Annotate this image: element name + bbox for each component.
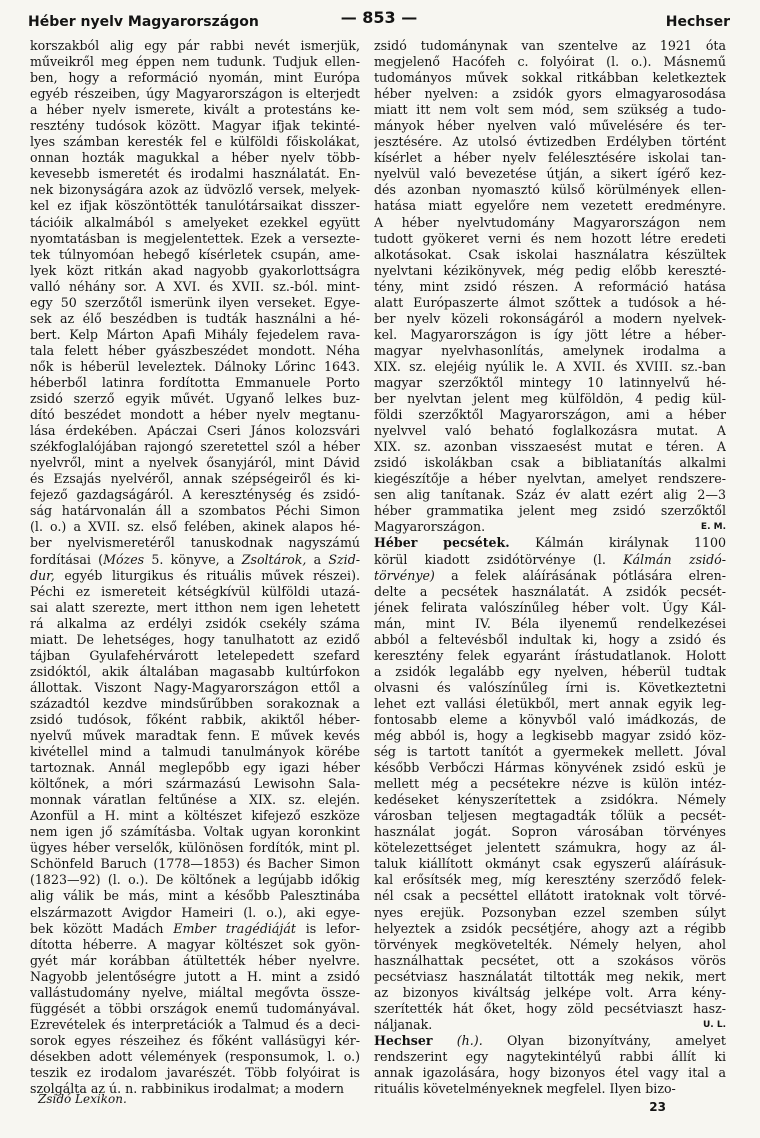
text-line: kel ez ifjak köszöntötték tanulótársaikat disszer- [30,198,360,214]
text-line: héber nyelven: a zsidók gyors elmagyarosodása [374,86,726,102]
text-line: jének felirata valószínűleg héber volt. Úgy Kál- [374,599,726,615]
text-line: Magyarországon. E. M. [374,519,726,535]
text-line: kevesebb ismeretét és irodalmi használatát. En- [30,166,360,182]
footer-signature: Zsidó Lexikon. [38,1092,127,1106]
text-line: tudott gyökeret verni és nem hozott létre eredeti [374,230,726,246]
text-line: rendszerint egy nagytekintélyű rabbi állít ki [374,1048,726,1064]
text-line: ügyes héber verselők, különösen fordítók, mint pl. [30,840,360,856]
running-headword: Hechser [665,14,730,30]
text-line: használhattak pecsétet, ott a szokásos vörös [374,952,726,968]
text-line: miatt itt nem volt sem mód, sem szükség a tudo- [374,102,726,118]
text-line: zsidó iskolákban csak a bibliatanítás alkalmi [374,455,726,471]
text-line: magyar szerzőktől mintegy 10 latinnyelvű hé- [374,374,726,390]
text-line: rituális követelményeknek megfelel. Ilyen bizo- [374,1081,676,1097]
text-line: zsidóktól, akik általában magasabb kultúrfokon [30,663,360,679]
text-line: nyelvül való bevezetése útján, a sikert ígérő kez- [374,166,726,182]
text-line: lehet ezt vallási életükből, mert annak egyik leg- [374,695,726,711]
text-line: hatása miatt egyelőre nem vezetett eredményre. [374,198,726,214]
text-line: városban teljesen megtagadták tőlük a pecsét- [374,808,726,824]
text-line: körül kiadott zsidótörvénye (l. Kálmán zsidó- [374,551,726,567]
text-line: kiegészítője a héber nyelvtan, amelyet rendszere- [374,471,726,487]
text-line: miatt. De lehetséges, hogy tanulhatott az ezidő [30,631,360,647]
entry-title: Hechser [374,1032,433,1048]
sheet-number: 23 [649,1100,666,1114]
text-line: ber nyelvtan jelent meg külföldön, 4 pedig kül- [374,391,726,407]
text-line: lyek közt ritkán akad nagyobb gyakorlottságra [30,262,360,278]
text-line: héberből latinra fordította Emmanuele Porto [30,374,360,390]
text-line: kivétellel mind a talmudi tanulmányok körébe [30,744,360,760]
text-line: delte a pecsétek használatát. A zsidók pecsét- [374,583,726,599]
entry-title: Héber pecsétek. [374,535,510,551]
text-line: dító beszédet mondott a héber nyelv megtanu- [30,407,360,423]
text-line: a zsidók legalább egy nyelven, héberül tudtak [374,663,726,679]
text-line: kedéseket kényszerítettek a zsidókra. Némely [374,792,726,808]
text-line: tek túlnyomóan hebegő kísérletek csupán, ame- [30,246,360,262]
text-line: kötelezettséget jelentett számukra, hogy az ál- [374,840,726,856]
text-line: műveikről meg éppen nem tudunk. Tudjuk ellen- [30,54,360,70]
text-line: olvasni és valószínűleg írni is. Következtetni [374,679,726,695]
text-line: ber nyelvismeretéről tanuskodnak nagyszámú [30,535,360,551]
author-signature: U. L. [702,1019,726,1030]
text-line: ség is tartott tanítót a gyermekek mellett. Jóval [374,744,726,760]
text-line: mán, mint IV. Béla ilyenemű rendelkezései [374,615,726,631]
text-line: ben, hogy a reformáció nyomán, mint Európa [30,70,360,86]
text-line: nél csak a pecséttel ellátott iratoknak volt törvé- [374,888,726,904]
text-line: pecsétviasz használatát tiltották meg nekik, mert [374,968,726,984]
text-line: tájban Gyulafehérvárott letelepedett szefard [30,647,360,663]
text-line: korszakból alig egy pár rabbi nevét ismerjük, [30,38,360,53]
text-line: még abból is, hogy a legkisebb magyar zsidó köz- [374,728,726,744]
text-line: bek között Madách Ember tragédiáját is lefor- [30,920,360,936]
text-line: kal erősítsék meg, míg keresztény szerződő felek- [374,872,726,888]
text-line: függését a többi országok enemű tudományával. [30,1000,360,1016]
text-line: bert. Kelp Márton Apafi Mihály fejedelem rava- [30,326,360,342]
text-line: a héber nyelv ismerete, kivált a protestáns ke- [30,102,360,118]
text-line: nyelvtani kézikönyvek, még pedig előbb kereszté- [374,262,726,278]
text-line: kel. Magyarországon is így jött létre a héber- [374,326,726,342]
text-line: gyét már korábban átültették héber nyelvre. [30,952,360,968]
entry-heading-line: Hechser (h.). Olyan bizonyítvány, amelyet [374,1032,726,1048]
text-line: nek bizonyságára azok az üdvözlő versek, melyek- [30,182,360,198]
text-line: tala felett héber gyászbeszédet mondott. Néha [30,342,360,358]
text-line: taluk kiállított okmányt csak egyszerű aláírásuk- [374,856,726,872]
text-line: valló néhány sor. A XVI. és XVII. sz.-ból. mint- [30,278,360,294]
text-line: Azonfül a H. mint a költészet kifejező eszköze [30,808,360,824]
text-line: resztény tudósok között. Magyar ifjak tekinté- [30,118,360,134]
text-line: annak igazolására, hogy bizonyos étel vagy ital a [374,1065,726,1080]
text-line: zsidó tudománynak van szentelve az 1921 óta [374,38,726,53]
text-line: nők is héberül leveleztek. Dálnoky Lőrinc 1643. [30,358,360,374]
text-line: fordításai (Mózes 5. könyve, a Zsoltárok, a Szid- [30,551,360,567]
text-line: állottak. Viszont Nagy-Magyarországon ettől a [30,679,360,695]
text-line: héber grammatika jelent meg zsidó szerzőktől [374,503,726,519]
text-line: magyar nyelvhasonlítás, amelynek irodalma a [374,342,726,358]
text-line: nyelvű művek maradtak fenn. E művek kevés [30,728,360,744]
text-line: mellett még a pecsétekre nézve is külön intéz- [374,776,726,792]
text-line: jesztésére. Az utolsó évtizedben Erdélyben történt [374,134,726,150]
text-line: földi szerzőktől Magyarországon, ami a héber [374,407,726,423]
text-line: nyelvről, mint a nyelvek ősanyjáról, mint Dávid [30,455,360,471]
text-line: dur, egyéb liturgikus és rituális művek részei). [30,567,360,583]
text-line: később Verbőczi Hármas könyvének zsidó eskü je [374,760,726,776]
text-line: megjelenő Hacófeh c. folyóirat (l. o.). Másnemű [374,54,726,70]
text-line: nyes erejük. Pozsonyban ezzel szemben súlyt [374,904,726,920]
text-line: fejező gazdagságáról. A kereszténység és zsidó- [30,487,360,503]
text-line: Schönfeld Baruch (1778—1853) és Bacher Simon [30,856,360,872]
text-line: törvénye) a felek aláírásának pótlására elren- [374,567,726,583]
text-line: nyomtatásban is megjelentettek. Ezek a versezte- [30,230,360,246]
text-line: és Ezsajás nyelvéről, annak szépségeiről és ki- [30,471,360,487]
text-line: zsidó szerző egyik művét. Ugyanő lelkes buz- [30,391,360,407]
text-line: teszik ez irodalom javarészét. Több folyóirat is [30,1065,360,1080]
text-line: abból a feltevésből indultak ki, hogy a zsidó és [374,631,726,647]
text-line: Péchi ez ismereteit kétségkívül külföldi utazá- [30,583,360,599]
entry-heading-line: Héber pecsétek. Kálmán királynak 1100 [374,535,726,551]
text-line: szolgálta az ú. n. rabbinikus irodalmat; a modern [30,1081,344,1097]
text-line: dította héberre. A magyar költészet sok gyön- [30,936,360,952]
text-line: XIX. sz. azonban visszaesést mutat e téren. A [374,439,726,455]
text-line: lyes számban keresték fel e külföldi főiskolákat, [30,134,360,150]
left-column [30,38,360,1097]
text-line: désekben adott vélemények (responsumok, l. o.) [30,1048,360,1064]
text-line: egyéb részeiben, úgy Magyarországon is elterjedt [30,86,360,102]
text-line: sai alatt szerezte, mert itthon nem igen lehetett [30,599,360,615]
text-line: ber nyelv közeli rokonságáról a modern nyelvek- [374,310,726,326]
text-line: ság határvonalán áll a szombatos Péchi Simon [30,503,360,519]
text-line: alkotásokat. Csak iskolai használatra készültek [374,246,726,262]
text-line: (1823—92) (l. o.). De költőnek a legújabb időkig [30,872,360,888]
text-line: rá alkalma az erdélyi zsidók csekély száma [30,615,360,631]
text-line: sen alig tanítanak. Száz év alatt ezért alig 2—3 [374,487,726,503]
text-line: dés azonban nyomasztó külső körülmények ellen- [374,182,726,198]
text-line: tációik alkalmából s amelyeket ezekkel együtt [30,214,360,230]
text-line: Nagyobb jelentőségre jutott a H. mint a zsidó [30,968,360,984]
text-line: tartoznak. Annál meglepőbb egy igazi héber [30,760,360,776]
text-line: A héber nyelvtudomány Magyarországon nem [374,214,726,230]
text-line: keresztény felek egyaránt írástudatlanok. Holott [374,647,726,663]
text-line: (l. o.) a XVII. sz. első felében, akinek alapos hé- [30,519,360,535]
text-line: elszármazott Avigdor Hameiri (l. o.), aki egye- [30,904,360,920]
text-line: tudományos művek sokkal ritkábban keletkeztek [374,70,726,86]
text-line: századtól kezdve mindsűrűbben sorakoznak a [30,695,360,711]
text-line: vallástudomány nyelve, miáltal megővta össze- [30,984,360,1000]
text-line: helyeztek a zsidók pecsétjére, ahogy azt a régibb [374,920,726,936]
page-header [28,8,730,34]
text-line: nem igen jő számításba. Voltak ugyan koronkint [30,824,360,840]
text-line: törvények megkövetelték. Némely helyen, ahol [374,936,726,952]
text-line: XIX. sz. elejéig nyúlik le. A XVII. és XVIII. sz.-ban [374,358,726,374]
text-line: fontosabb eleme a könyvből való imádkozás, de [374,711,726,727]
text-line: náljanak. U. L. [374,1016,726,1032]
text-line: sorok egyes részeihez és főként vallásügyi kér- [30,1032,360,1048]
text-line: alig válik be más, mint a később Palesztinába [30,888,360,904]
text-line: az bizonyos kiváltság jelképe volt. Arra kény- [374,984,726,1000]
text-line: szerítették hát őket, hogy zöld pecsétviaszt hasz- [374,1000,726,1016]
text-line: Ezrevételek és interpretációk a Talmud és a deci- [30,1016,360,1032]
text-line: kísérlet a héber nyelv felélesztésére iskolai tan- [374,150,726,166]
text-line: tény, mint zsidó részen. A reformáció hatása [374,278,726,294]
text-line: onnan hozták magukkal a héber nyelv több- [30,150,360,166]
text-line: nyelvvel való beható foglalkozásra mutat. A [374,423,726,439]
text-line: sek az élő beszédben is tudták használni a hé- [30,310,360,326]
text-line: alatt Európaszerte álmot szőttek a tudósok a hé- [374,294,726,310]
author-signature: E. M. [700,522,726,533]
text-line: költőnek, a móri származású Lewisohn Sala- [30,776,360,792]
text-line: egy 50 szerzőtől ismerünk ilyen verseket. Egye- [30,294,360,310]
right-column [374,38,726,1097]
text-line: használat jogát. Sopron városában törvényes [374,824,726,840]
text-line: monnak váratlan feltűnése a XIX. sz. elején. [30,792,360,808]
page-number: — 853 — [340,8,418,27]
running-title: Héber nyelv Magyarországon [28,14,259,30]
text-line: lása érdekében. Apáczai Cseri János kolozsvári [30,423,360,439]
text-line: zsidó tudósok, főként rabbik, akiktől héber- [30,711,360,727]
text-line: székfoglalójában rajongó szeretettel szól a héber [30,439,360,455]
text-line: mányok héber nyelven való művelésére és ter- [374,118,726,134]
